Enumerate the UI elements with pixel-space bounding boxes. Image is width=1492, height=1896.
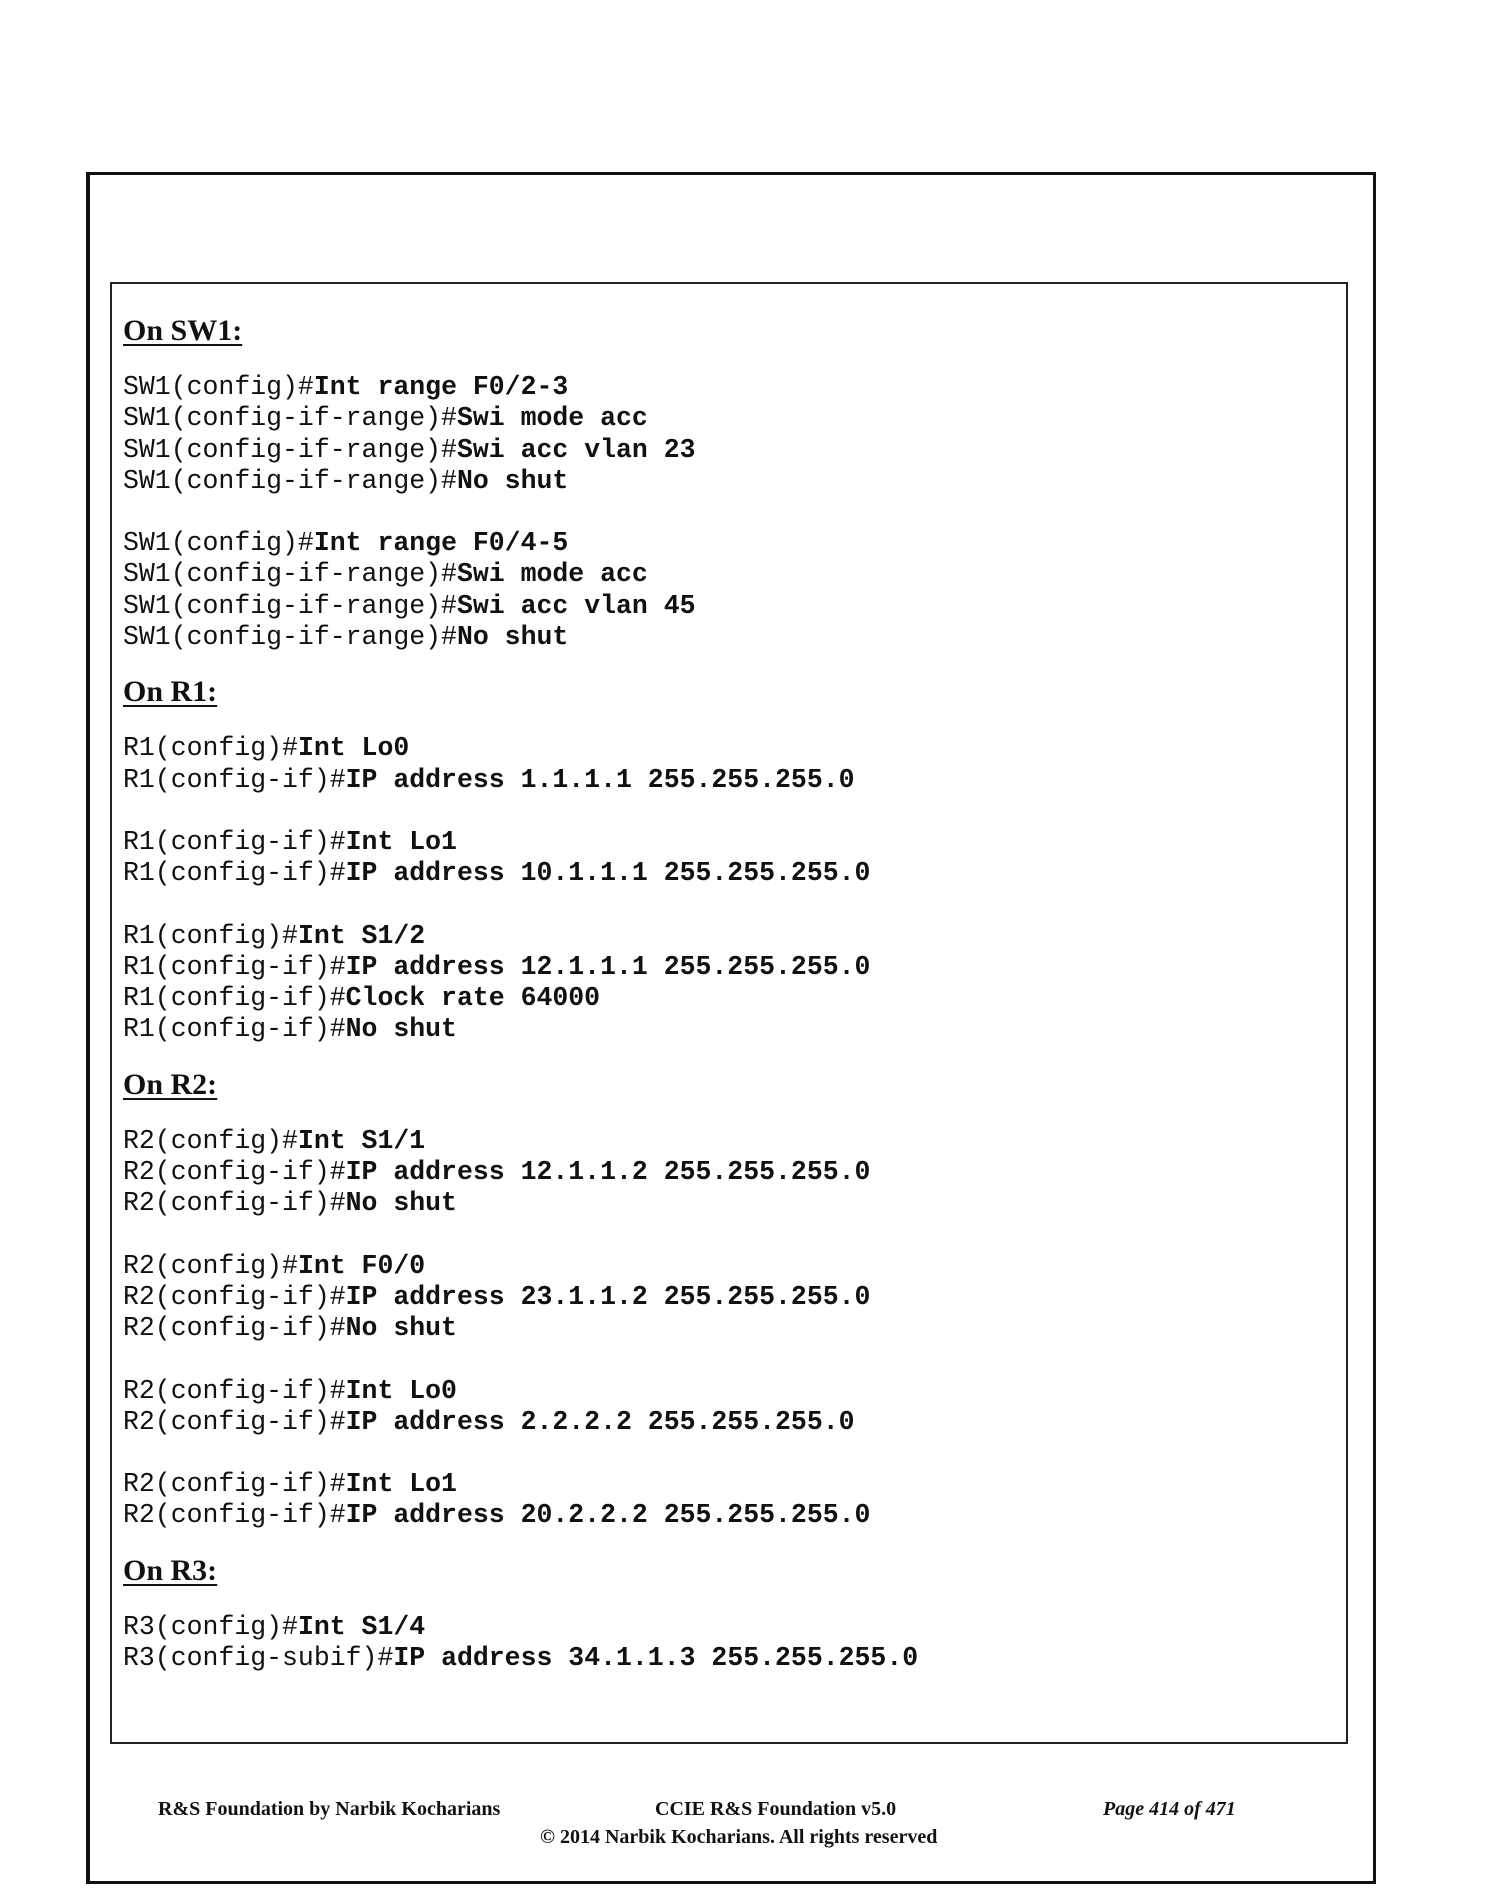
- config-content: [123, 312, 1323, 1674]
- cli-command: Int range F0/2-3: [313, 372, 569, 402]
- cli-command: No shut: [345, 1188, 457, 1219]
- cli-prompt: R1(config-if)#: [123, 826, 346, 857]
- cli-command: IP address 2.2.2.2 255.255.255.0: [345, 1406, 855, 1437]
- cli-command: No shut: [345, 1014, 457, 1045]
- cli-command: Int S1/1: [297, 1125, 426, 1156]
- command-block: [123, 528, 1323, 653]
- command-line: [123, 827, 1323, 858]
- footer-page-number: Page 414 of 471: [1103, 1798, 1236, 1820]
- cli-prompt: R2(config-if)#: [123, 1281, 346, 1312]
- cli-prompt: R2(config-if)#: [123, 1469, 346, 1500]
- command-line: [123, 591, 1323, 622]
- command-line: [123, 1313, 1323, 1344]
- cli-command: Int Lo0: [297, 733, 410, 764]
- cli-command: No shut: [456, 465, 569, 496]
- command-line: [123, 983, 1323, 1014]
- command-line: [123, 952, 1323, 983]
- section-heading: On SW1:: [123, 314, 243, 347]
- cli-prompt: R2(config-if)#: [123, 1500, 346, 1531]
- command-line: [123, 1126, 1323, 1157]
- cli-prompt: SW1(config)#: [123, 372, 314, 402]
- command-line: [123, 622, 1323, 653]
- cli-prompt: R2(config)#: [123, 1125, 298, 1156]
- command-line: [123, 466, 1323, 497]
- cli-prompt: R1(config)#: [123, 733, 298, 764]
- cli-prompt: SW1(config-if-range)#: [123, 434, 457, 465]
- command-line: [123, 1188, 1323, 1219]
- cli-prompt: R2(config)#: [123, 1250, 298, 1281]
- cli-prompt: R3(config)#: [123, 1611, 298, 1642]
- cli-command: IP address 1.1.1.1 255.255.255.0: [345, 764, 855, 795]
- cli-prompt: R2(config-if)#: [123, 1313, 346, 1344]
- command-line: [123, 733, 1323, 764]
- command-line: [123, 1612, 1323, 1643]
- command-line: [123, 528, 1323, 559]
- command-line: [123, 1014, 1323, 1045]
- cli-prompt: R2(config-if)#: [123, 1375, 346, 1406]
- cli-command: No shut: [345, 1313, 457, 1344]
- cli-command: Swi mode acc: [456, 559, 648, 590]
- command-line: [123, 372, 1323, 403]
- footer-copyright: © 2014 Narbik Kocharians. All rights reserved: [540, 1826, 938, 1848]
- command-line: [123, 403, 1323, 434]
- command-line: [123, 921, 1323, 952]
- cli-prompt: R1(config-if)#: [123, 983, 346, 1014]
- cli-command: Int S1/4: [297, 1611, 426, 1642]
- cli-command: Int Lo1: [345, 826, 457, 857]
- command-line: [123, 1469, 1323, 1500]
- command-block: [123, 733, 1323, 796]
- section-heading: On R1:: [123, 675, 218, 709]
- cli-prompt: R3(config-subif)#: [123, 1643, 394, 1674]
- command-block: [123, 1469, 1323, 1532]
- command-block: [123, 1251, 1323, 1345]
- command-line: [123, 1407, 1323, 1438]
- cli-prompt: R2(config-if)#: [123, 1157, 346, 1188]
- command-block: [123, 827, 1323, 890]
- cli-prompt: SW1(config-if-range)#: [123, 622, 457, 653]
- command-line: [123, 1157, 1323, 1188]
- command-line: [123, 435, 1323, 466]
- cli-command: IP address 12.1.1.1 255.255.255.0: [345, 951, 871, 982]
- cli-prompt: SW1(config-if-range)#: [123, 465, 457, 496]
- cli-prompt: R2(config-if)#: [123, 1406, 346, 1437]
- cli-prompt: SW1(config-if-range)#: [123, 559, 457, 590]
- cli-command: Int range F0/4-5: [313, 528, 569, 559]
- cli-command: IP address 34.1.1.3 255.255.255.0: [393, 1643, 919, 1674]
- cli-prompt: R1(config-if)#: [123, 1014, 346, 1045]
- command-block: [123, 372, 1323, 497]
- cli-command: Swi acc vlan 23: [456, 434, 696, 465]
- cli-prompt: SW1(config-if-range)#: [123, 403, 457, 434]
- cli-command: IP address 12.1.1.2 255.255.255.0: [345, 1157, 871, 1188]
- device-section: [123, 1066, 1323, 1532]
- device-section: [123, 312, 1323, 653]
- command-block: [123, 1376, 1323, 1439]
- cli-prompt: SW1(config)#: [123, 528, 314, 559]
- command-line: [123, 559, 1323, 590]
- footer-book-title: CCIE R&S Foundation v5.0: [655, 1798, 897, 1820]
- command-line: [123, 1251, 1323, 1282]
- cli-command: Swi mode acc: [456, 403, 648, 434]
- footer-author: R&S Foundation by Narbik Kocharians: [158, 1798, 501, 1820]
- cli-prompt: R1(config-if)#: [123, 764, 346, 795]
- command-block: [123, 921, 1323, 1046]
- cli-command: Int Lo0: [345, 1375, 457, 1406]
- cli-command: IP address 10.1.1.1 255.255.255.0: [345, 858, 871, 889]
- section-heading: On R3:: [123, 1553, 218, 1587]
- cli-prompt: R1(config-if)#: [123, 951, 346, 982]
- device-section: [123, 1552, 1323, 1675]
- command-block: [123, 1126, 1323, 1220]
- command-line: [123, 1282, 1323, 1313]
- section-heading: On R2:: [123, 1067, 218, 1101]
- cli-command: No shut: [456, 622, 569, 653]
- device-section: [123, 673, 1323, 1045]
- command-line: [123, 858, 1323, 889]
- cli-command: Int Lo1: [345, 1469, 457, 1500]
- cli-command: IP address 20.2.2.2 255.255.255.0: [345, 1500, 871, 1531]
- cli-command: Int S1/2: [297, 920, 426, 951]
- cli-prompt: R2(config-if)#: [123, 1188, 346, 1219]
- command-line: [123, 1500, 1323, 1531]
- cli-prompt: SW1(config-if-range)#: [123, 590, 457, 621]
- command-line: [123, 765, 1323, 796]
- cli-command: Int F0/0: [297, 1250, 426, 1281]
- cli-command: Swi acc vlan 45: [456, 590, 696, 621]
- cli-command: IP address 23.1.1.2 255.255.255.0: [345, 1281, 871, 1312]
- cli-prompt: R1(config)#: [123, 920, 298, 951]
- command-line: [123, 1643, 1323, 1674]
- cli-command: Clock rate 64000: [345, 983, 601, 1014]
- command-block: [123, 1612, 1323, 1675]
- cli-prompt: R1(config-if)#: [123, 858, 346, 889]
- command-line: [123, 1376, 1323, 1407]
